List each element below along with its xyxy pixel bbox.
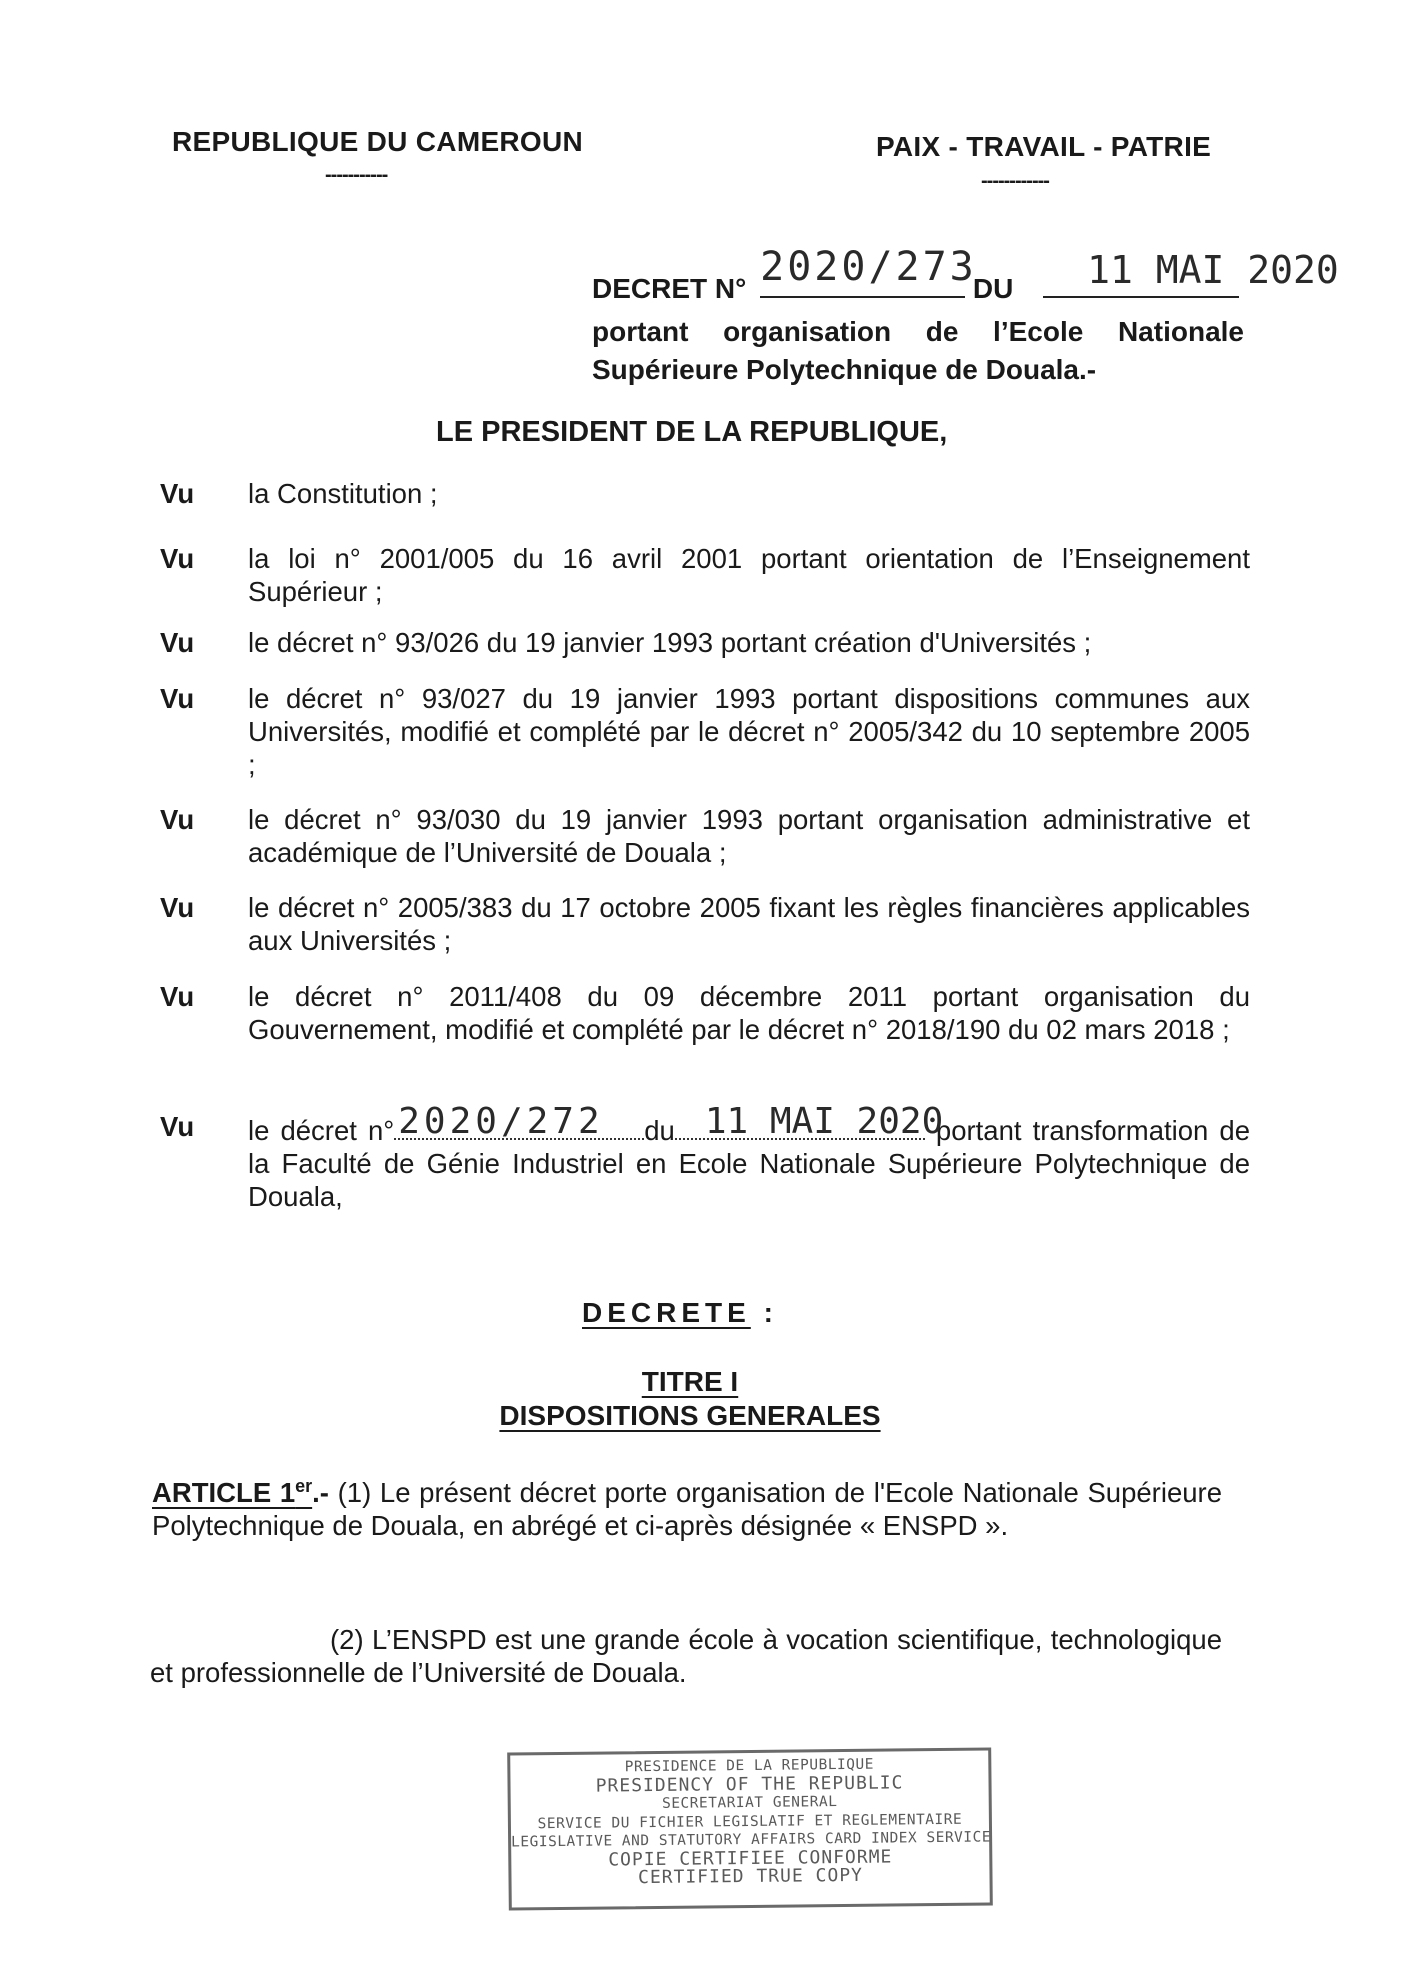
vu-label: Vu bbox=[160, 892, 195, 923]
stamp-line: LEGISLATIVE AND STATUTORY AFFAIRS CARD INDEX SERVICE bbox=[511, 1829, 992, 1851]
visa-text: le décret n° 93/030 du 19 janvier 1993 portant organisation administrative et académique de l’Université de Douala ; bbox=[248, 804, 1250, 868]
stamp-line: SERVICE DU FICHIER LEGISLATIF ET REGLEMENTAIRE bbox=[537, 1811, 963, 1832]
visa-date-blank bbox=[675, 1101, 944, 1142]
visa-text: le décret n° 2005/383 du 17 octobre 2005 fixant les règles financières applicables aux Universités ; bbox=[248, 892, 1250, 956]
stamp-line: PRESIDENCY OF THE REPUBLIC bbox=[595, 1771, 904, 1797]
visa-prefix: le décret n° bbox=[248, 1115, 395, 1146]
vu-label: Vu bbox=[160, 804, 195, 835]
vu-label: Vu bbox=[160, 1111, 195, 1142]
article-1-para-1: (1) Le présent décret porte organisation de l'Ecole Nationale Supérieure Polytechnique de Douala, en abrégé et ci-après désignée « ENSPD ». bbox=[152, 1477, 1222, 1542]
vu-label: Vu bbox=[160, 543, 195, 574]
stamp-line: SECRETARIAT GENERAL bbox=[661, 1794, 838, 1812]
article-1-para-2: (2) L’ENSPD est une grande école à vocation scientifique, technologique et professionnelle de l’Université de Douala. bbox=[150, 1624, 1222, 1688]
motto-rule: ------------ bbox=[981, 170, 1049, 192]
visa-text: la loi n° 2001/005 du 16 avril 2001 portant orientation de l’Enseignement Supérieur ; bbox=[248, 543, 1250, 607]
vu-label: Vu bbox=[160, 683, 195, 714]
visa-suffix: portant transformation de la Faculté de Génie Industriel en Ecole Nationale Supérieure Polytechnique de Douala, bbox=[248, 1115, 1250, 1212]
vu-label: Vu bbox=[160, 981, 195, 1012]
decrete-heading bbox=[582, 1297, 778, 1329]
decree-label: DECRET N° bbox=[592, 273, 747, 304]
motto: PAIX - TRAVAIL - PATRIE bbox=[876, 131, 1212, 162]
decree-number-blank bbox=[760, 244, 977, 298]
visa-text: le décret n° 2011/408 du 09 décembre 2011 portant organisation du Gouvernement, modifié et complété par le décret n° 2018/190 du 02 mars 2018 ; bbox=[248, 981, 1250, 1045]
article-1-label: ARTICLE 1er bbox=[152, 1476, 313, 1509]
visa-text: la Constitution ; bbox=[248, 478, 438, 509]
republic-rule: ----------- bbox=[325, 164, 388, 186]
decree-date-blank bbox=[1043, 248, 1339, 298]
titre-name: DISPOSITIONS GENERALES bbox=[499, 1400, 881, 1431]
stamp-line: PRESIDENCE DE LA REPUBLIQUE bbox=[624, 1756, 875, 1776]
stamp-line: CERTIFIED TRUE COPY bbox=[637, 1864, 864, 1889]
stamp-line: COPIE CERTIFIEE CONFORME bbox=[608, 1846, 893, 1870]
visa-number-blank bbox=[394, 1101, 644, 1142]
decree-subject: portant organisation de l’Ecole Nationale Supérieure Polytechnique de Douala.- bbox=[592, 316, 1244, 385]
visa-text: le décret n° 93/027 du 19 janvier 1993 portant dispositions communes aux Universités, modifié et complété par le décret n° 2005/342 du 10 septembre 2005 ; bbox=[248, 683, 1250, 780]
decree-number-handwritten: 2020/273 bbox=[760, 244, 977, 290]
president-heading: LE PRESIDENT DE LA REPUBLIQUE, bbox=[436, 416, 948, 448]
visa-date-handwritten: 11 MAI 2020 bbox=[704, 1101, 944, 1142]
visa-text: le décret n° 93/026 du 19 janvier 1993 portant création d'Universités ; bbox=[248, 627, 1092, 658]
visa-number-handwritten: 2020/272 bbox=[398, 1101, 604, 1142]
vu-label: Vu bbox=[160, 478, 195, 509]
decree-number-line bbox=[592, 244, 1339, 305]
certification-stamp bbox=[507, 1747, 993, 1910]
vu-label: Vu bbox=[160, 627, 195, 658]
decree-date-handwritten: 11 MAI 2020 bbox=[1087, 248, 1339, 292]
visa-text bbox=[248, 1101, 1250, 1213]
article-1-dash: .- bbox=[312, 1477, 329, 1509]
decrete-colon: : bbox=[763, 1297, 778, 1328]
republic-title: REPUBLIQUE DU CAMEROUN bbox=[172, 126, 584, 157]
decrete-word: DECRETE bbox=[582, 1297, 751, 1328]
article-1 bbox=[152, 1470, 1222, 1542]
visa-du: du bbox=[644, 1115, 675, 1146]
titre-number: TITRE I bbox=[641, 1366, 739, 1397]
decree-du-label: DU bbox=[972, 273, 1014, 304]
